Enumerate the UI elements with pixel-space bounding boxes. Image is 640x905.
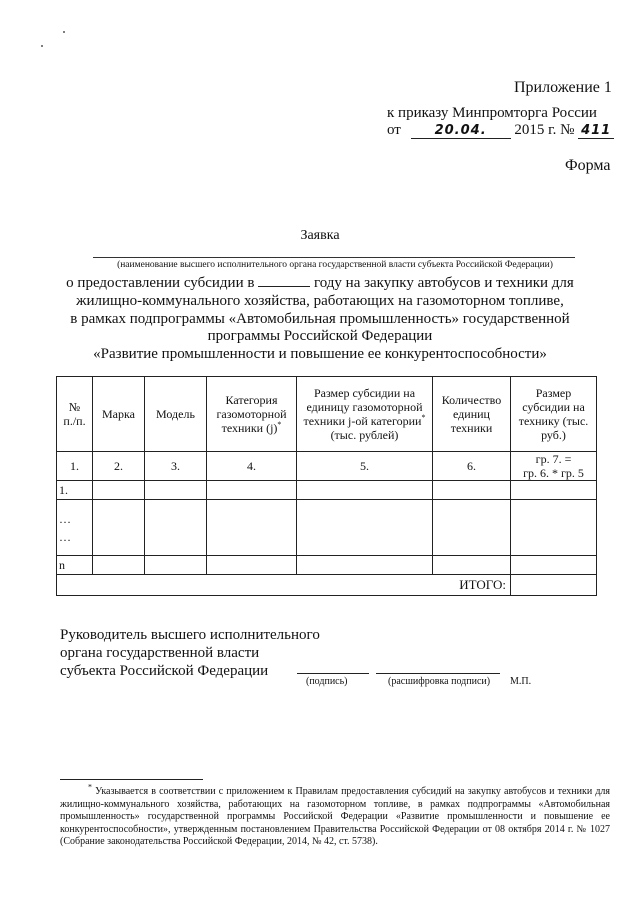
header-cell-subsidy-unit <box>297 377 433 452</box>
order-reference: к приказу Минпромторга России <box>387 105 597 121</box>
ellipsis: … <box>59 529 71 544</box>
table-total-row <box>57 575 597 596</box>
total-value-cell <box>511 575 597 596</box>
document-title: Заявка <box>300 228 340 243</box>
table-numbering-row <box>57 452 597 481</box>
footnote-mark: * <box>277 420 282 429</box>
decode-caption: (расшифровка подписи) <box>388 676 491 687</box>
body-line-3: в рамках подпрограммы «Автомобильная промышленность» государственной <box>70 311 570 327</box>
header-category-text: Категория газомоторной техники (j) <box>216 393 287 435</box>
footnote <box>60 782 610 849</box>
body-line-4: программы Российской Федерации <box>207 328 433 344</box>
stamp-caption: М.П. <box>510 676 532 687</box>
signature-line <box>297 673 369 674</box>
signatory-line-1: Руководитель высшего исполнительного <box>60 627 320 643</box>
body-line-2: жилищно-коммунального хозяйства, работающих на газомоторном топливе, <box>76 293 564 309</box>
num-cell: 3. <box>145 452 207 481</box>
header-cell-number <box>57 377 93 452</box>
num-cell-formula <box>511 452 597 481</box>
table-header-row <box>57 377 597 452</box>
empty-cell <box>207 481 297 500</box>
empty-cell <box>511 481 597 500</box>
order-date-line <box>387 122 614 139</box>
row-label-dots <box>57 500 93 556</box>
table-row <box>57 556 597 575</box>
num-cell: 5. <box>297 452 433 481</box>
header-number-abbr: п./п. <box>63 414 86 428</box>
row-label: 1. <box>57 481 93 500</box>
header-cell-brand: Марка <box>93 377 145 452</box>
scan-speck <box>63 31 65 33</box>
empty-cell <box>433 500 511 556</box>
signatory-line-3: субъекта Российской Федерации <box>60 663 269 679</box>
empty-cell <box>145 500 207 556</box>
body-line-1 <box>40 274 600 292</box>
empty-cell <box>93 481 145 500</box>
num-cell: 4. <box>207 452 297 481</box>
body-line-1-start: о предоставлении субсидии в <box>66 275 255 291</box>
total-label: ИТОГО: <box>57 575 511 596</box>
table-row <box>57 481 597 500</box>
date-handwritten: 20.04. <box>434 123 487 138</box>
year-text: 2015 г. № <box>514 122 575 138</box>
empty-cell <box>433 481 511 500</box>
body-line-1-end: году на закупку автобусов и техники для <box>313 275 574 291</box>
body-line-5: «Развитие промышленности и повышение ее конкурентоспособности» <box>93 346 547 362</box>
date-field <box>411 123 511 139</box>
empty-cell <box>297 556 433 575</box>
empty-cell <box>93 556 145 575</box>
footnote-mark: * <box>88 782 92 792</box>
org-name-line <box>93 257 575 258</box>
formula-line-1: гр. 7. = <box>535 452 572 466</box>
ellipsis: … <box>59 511 71 526</box>
signature-block <box>60 626 320 680</box>
signatory-line-2: органа государственной власти <box>60 645 260 661</box>
num-cell: 2. <box>93 452 145 481</box>
form-label: Форма <box>565 157 611 174</box>
year-blank <box>258 274 310 287</box>
empty-cell <box>511 500 597 556</box>
date-prefix: от <box>387 122 401 138</box>
empty-cell <box>511 556 597 575</box>
appendix-label: Приложение 1 <box>514 79 612 96</box>
empty-cell <box>145 556 207 575</box>
header-subsidy-unit-measure: (тыс. рублей) <box>330 428 399 442</box>
header-cell-category <box>207 377 297 452</box>
number-field <box>578 123 614 139</box>
application-table <box>56 376 597 596</box>
org-name-caption: (наименование высшего исполнительного органа государственной власти субъекта Российской Федерации) <box>117 260 553 270</box>
scan-speck <box>41 45 43 47</box>
empty-cell <box>93 500 145 556</box>
header-subsidy-unit-text: Размер субсидии на единицу газомоторной техники j-ой категории <box>303 386 423 428</box>
row-label: n <box>57 556 93 575</box>
empty-cell <box>145 481 207 500</box>
formula-line-2: гр. 6. * гр. 5 <box>523 466 584 480</box>
num-cell: 6. <box>433 452 511 481</box>
header-cell-subsidy-total: Размер субсидии на технику (тыс. руб.) <box>511 377 597 452</box>
number-handwritten: 411 <box>581 123 612 138</box>
header-cell-model: Модель <box>145 377 207 452</box>
num-cell: 1. <box>57 452 93 481</box>
decode-line <box>376 673 500 674</box>
footnote-mark: * <box>421 413 426 422</box>
footnote-separator <box>60 779 203 780</box>
empty-cell <box>207 500 297 556</box>
signature-caption: (подпись) <box>306 676 348 687</box>
table-row <box>57 500 597 556</box>
header-number-sign: № <box>68 400 81 414</box>
empty-cell <box>433 556 511 575</box>
empty-cell <box>297 500 433 556</box>
empty-cell <box>297 481 433 500</box>
empty-cell <box>207 556 297 575</box>
header-cell-quantity: Количество единиц техники <box>433 377 511 452</box>
footnote-text: Указывается в соответствии с приложением к Правилам предоставления субсидий на закупку автобусов и техники для жилищно-коммунального хозяйства, работающих на газомоторном топливе, в рамках подпрограммы «Автомобильная промышленность» государственной программы Российской Федерации «Развитие промышленности и повышение ее конкурентоспособности», утвержденным постановлением Правительства Российской Федерации от 08 октября 2014 г. № 1027 (Собрание законодательства Российской Федерации, 2014, № 42, ст. 5738). <box>60 786 610 847</box>
